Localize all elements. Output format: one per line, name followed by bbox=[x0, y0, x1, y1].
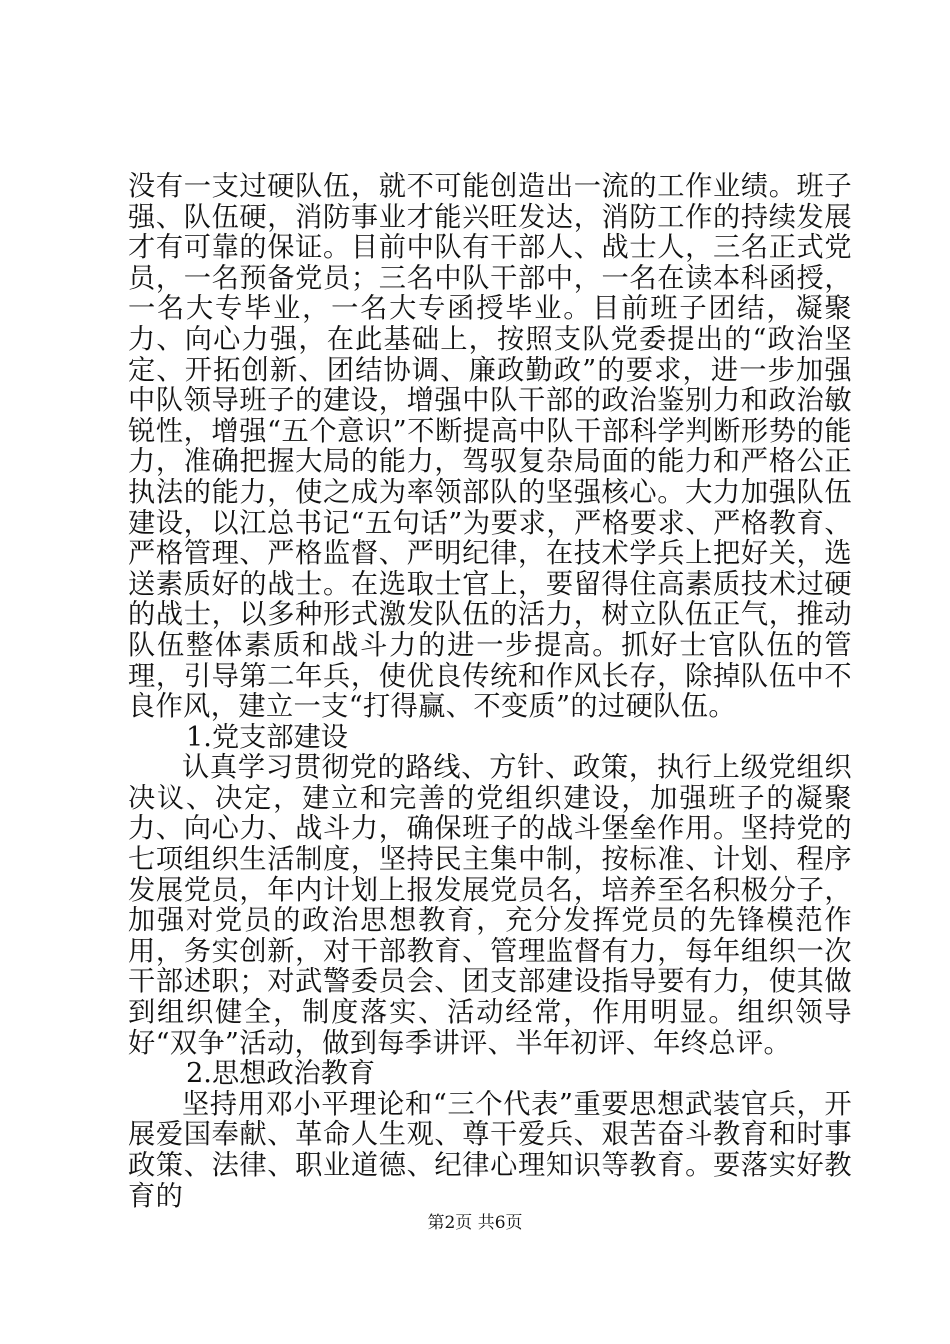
section-heading-political-education: 2.思想政治教育 bbox=[186, 1058, 376, 1090]
paragraph-political-education: 坚持用邓小平理论和“三个代表”重要思想武装官兵，开展爱国奉献、革命人生观、尊干爱兵、艰苦奋斗教育和时事政策、法律、职业道德、纪律心理知识等教育。要落实好教育的 bbox=[128, 1088, 852, 1212]
paragraph-party-branch: 认真学习贯彻党的路线、方针、政策，执行上级党组织决议、决定，建立和完善的党组织建设，加强班子的凝聚力、向心力、战斗力，确保班子的战斗堡垒作用。坚持党的七项组织生活制度，坚持民主集中制，按标准、计划、程序发展党员，年内计划上报发展党员名，培养至名积极分子，加强对党员的政治思想教育，充分发挥党员的先锋模范作用，务实创新，对干部教育、管理监督有力，每年组织一次干部述职；对武警委员会、团支部建设指导要有力，使其做到组织健全，制度落实、活动经常，作用明显。组织领导好“双争”活动，做到每季讲评、半年初评、年终总评。 bbox=[128, 752, 852, 1059]
paragraph-team-building: 没有一支过硬队伍，就不可能创造出一流的工作业绩。班子强、队伍硬，消防事业才能兴旺发达，消防工作的持续发展才有可靠的保证。目前中队有干部人、战士人，三名正式党员，一名预备党员；三名中队干部中，一名在读本科函授，一名大专毕业，一名大专函授毕业。目前班子团结，凝聚力、向心力强，在此基础上，按照支队党委提出的“政治坚定、开拓创新、团结协调、廉政勤政”的要求，进一步加强中队领导班子的建设，增强中队干部的政治鉴别力和政治敏锐性，增强“五个意识”不断提高中队干部科学判断形势的能力，准确把握大局的能力，驾驭复杂局面的能力和严格公正执法的能力，使之成为率领部队的坚强核心。大力加强队伍建设，以江总书记“五句话”为要求，严格要求、严格教育、严格管理、严格监督、严明纪律，在技术学兵上把好关，选送素质好的战士。在选取士官上，要留得住高素质技术过硬的战士，以多种形式激发队伍的活力，树立队伍正气，推动队伍整体素质和战斗力的进一步提高。抓好士官队伍的管理，引导第二年兵，使优良传统和作风长存，除掉队伍中不良作风，建立一支“打得赢、不变质”的过硬队伍。 bbox=[128, 171, 852, 723]
section-heading-party-branch: 1.党支部建设 bbox=[186, 721, 348, 753]
document-body bbox=[128, 172, 852, 1212]
page-number-footer: 第2页 共6页 bbox=[427, 1213, 523, 1233]
